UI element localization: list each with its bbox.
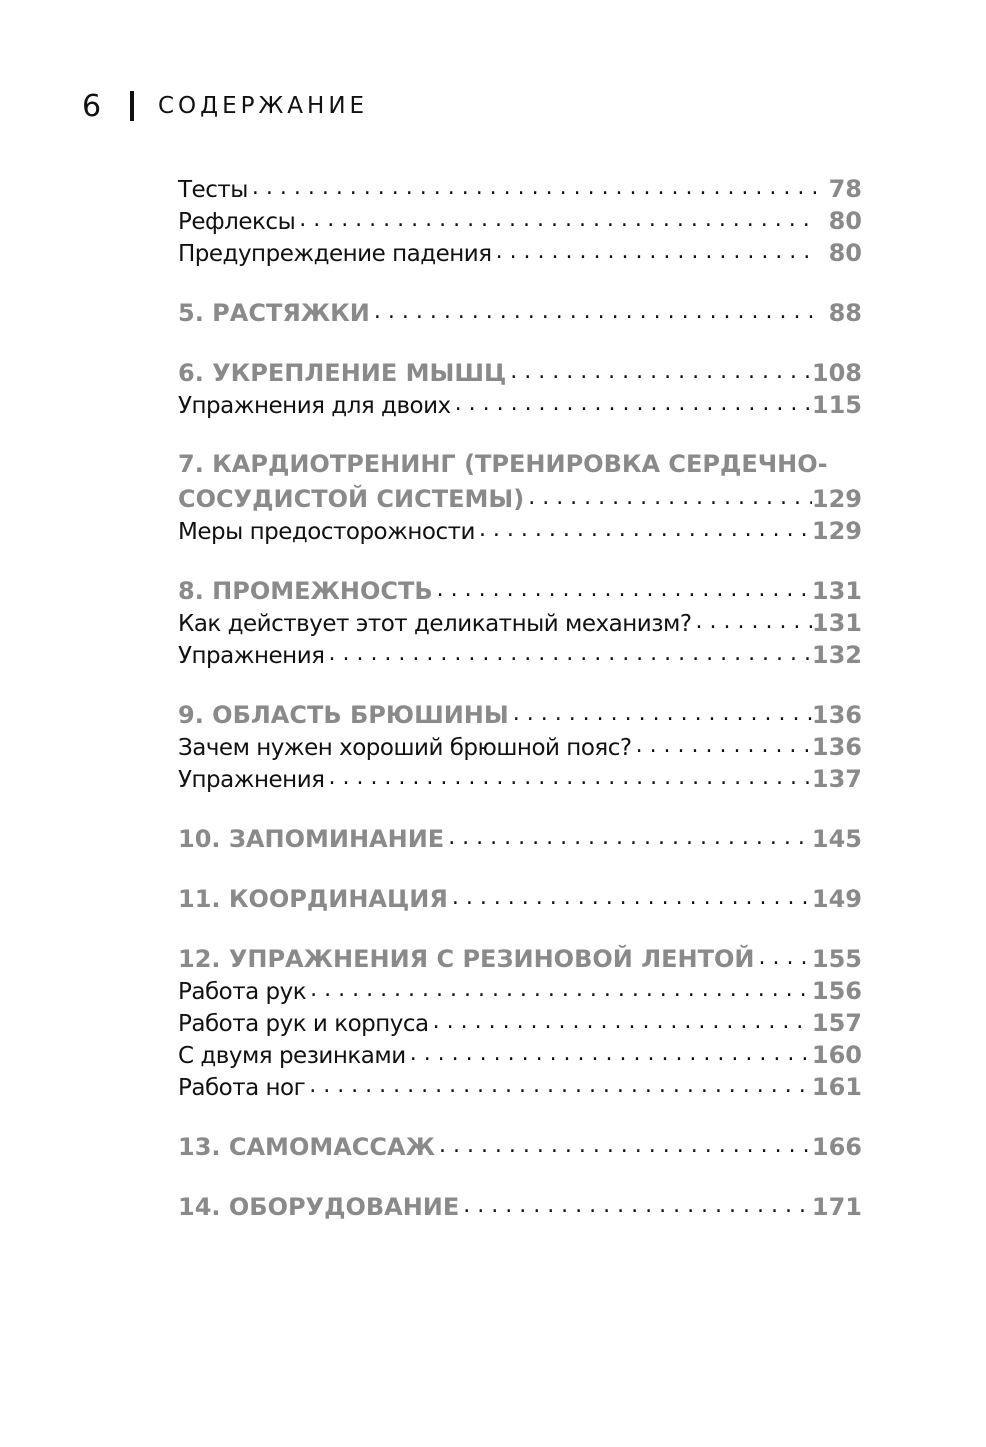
- running-title: СОДЕРЖАНИЕ: [158, 93, 369, 119]
- toc-entry-page: 156: [811, 977, 862, 1005]
- table-of-contents: [178, 171, 862, 1249]
- toc-entry-page: 136: [811, 733, 862, 761]
- chapter-page: 166: [811, 1133, 862, 1161]
- toc-entry[interactable]: [178, 605, 862, 637]
- toc-entry-title: Предупреждение падения: [178, 241, 492, 267]
- chapter-heading[interactable]: [178, 697, 862, 729]
- toc-chapter-10: [178, 821, 862, 853]
- toc-chapter-7: [178, 447, 862, 545]
- toc-entry-title: Рефлексы: [178, 209, 296, 235]
- toc-chapter-5: [178, 295, 862, 327]
- dot-leader: [475, 519, 812, 541]
- toc-entry-title: С двумя резинками: [178, 1043, 406, 1069]
- toc-entry-page: 160: [811, 1041, 862, 1069]
- dot-leader: [754, 947, 811, 969]
- chapter-heading[interactable]: [178, 941, 862, 973]
- toc-entry-title: Работа ног: [178, 1075, 306, 1101]
- chapter-page: 129: [811, 485, 862, 513]
- chapter-heading[interactable]: [178, 481, 862, 513]
- toc-chapter-13: [178, 1129, 862, 1161]
- toc-chapter-8: [178, 573, 862, 669]
- dot-leader: [295, 209, 816, 231]
- toc-chapter-12: [178, 941, 862, 1101]
- page-number: 6: [82, 88, 102, 124]
- toc-entry[interactable]: [178, 1069, 862, 1101]
- toc-chapter-6: [178, 355, 862, 419]
- chapter-title-line1[interactable]: 7. КАРДИОТРЕНИНГ (ТРЕНИРОВКА СЕРДЕЧНО-: [178, 450, 828, 478]
- dot-leader: [506, 361, 812, 383]
- chapter-heading[interactable]: [178, 355, 862, 387]
- toc-entry-page: 137: [811, 765, 862, 793]
- dot-leader: [406, 1043, 812, 1065]
- chapter-title: 10. ЗАПОМИНАНИЕ: [178, 825, 445, 853]
- chapter-page: 155: [811, 945, 862, 973]
- dot-leader: [435, 1135, 812, 1157]
- chapter-title-line2: СОСУДИСТОЙ СИСТЕМЫ): [178, 485, 525, 513]
- page-header: [82, 84, 368, 128]
- chapter-title: 14. ОБОРУДОВАНИЕ: [178, 1193, 460, 1221]
- chapter-heading[interactable]: [178, 1189, 862, 1221]
- chapter-page: 131: [811, 577, 862, 605]
- toc-entry[interactable]: [178, 1037, 862, 1069]
- toc-chapter-14: [178, 1189, 862, 1221]
- dot-leader: [459, 1195, 812, 1217]
- dot-leader: [433, 579, 812, 601]
- chapter-page: 145: [811, 825, 862, 853]
- chapter-page: 108: [811, 359, 862, 387]
- toc-entry-title: Упражнения: [178, 643, 325, 669]
- dot-leader: [451, 393, 812, 415]
- toc-entry[interactable]: [178, 973, 862, 1005]
- toc-entry[interactable]: [178, 729, 862, 761]
- toc-entry[interactable]: [178, 171, 862, 203]
- toc-entry-page: 80: [828, 239, 862, 267]
- dot-leader: [509, 703, 812, 725]
- chapter-heading[interactable]: [178, 1129, 862, 1161]
- dot-leader: [305, 1075, 812, 1097]
- dot-leader: [492, 241, 816, 263]
- dot-leader: [692, 611, 812, 633]
- chapter-title: 12. УПРАЖНЕНИЯ С РЕЗИНОВОЙ ЛЕНТОЙ: [178, 945, 755, 973]
- dot-leader: [444, 827, 812, 849]
- toc-entry[interactable]: [178, 637, 862, 669]
- dot-leader: [248, 177, 816, 199]
- toc-entry-page: 115: [811, 391, 862, 419]
- toc-entry-title: Упражнения для двоих: [178, 393, 451, 419]
- toc-entry-page: 131: [811, 609, 862, 637]
- toc-chapter-9: [178, 697, 862, 793]
- dot-leader: [370, 301, 816, 323]
- toc-entry-page: 157: [811, 1009, 862, 1037]
- toc-entry-page: 161: [811, 1073, 862, 1101]
- toc-entry-title: Упражнения: [178, 767, 325, 793]
- toc-entry[interactable]: [178, 387, 862, 419]
- toc-entry-page: 129: [811, 517, 862, 545]
- toc-entry[interactable]: [178, 513, 862, 545]
- chapter-title: 9. ОБЛАСТЬ БРЮШИНЫ: [178, 701, 509, 729]
- dot-leader: [429, 1011, 812, 1033]
- dot-leader: [324, 643, 811, 665]
- toc-entry-title: Работа рук: [178, 979, 307, 1005]
- toc-chapter-11: [178, 881, 862, 913]
- chapter-title: 5. РАСТЯЖКИ: [178, 299, 370, 327]
- toc-entry[interactable]: [178, 761, 862, 793]
- chapter-page: 171: [811, 1193, 862, 1221]
- chapter-page: 149: [811, 885, 862, 913]
- chapter-title: 11. КООРДИНАЦИЯ: [178, 885, 448, 913]
- dot-leader: [306, 979, 812, 1001]
- chapter-heading[interactable]: [178, 881, 862, 913]
- chapter-title: 6. УКРЕПЛЕНИЕ МЫШЦ: [178, 359, 507, 387]
- toc-entry-page: 78: [828, 175, 862, 203]
- chapter-title: 13. САМОМАССАЖ: [178, 1133, 435, 1161]
- toc-entry-title: Меры предосторожности: [178, 519, 475, 545]
- toc-entry-page: 80: [828, 207, 862, 235]
- toc-entry[interactable]: [178, 1005, 862, 1037]
- toc-entry-page: 132: [811, 641, 862, 669]
- chapter-heading[interactable]: [178, 821, 862, 853]
- toc-entry-title: Зачем нужен хороший брюшной пояс?: [178, 735, 632, 761]
- toc-section-continued: [178, 171, 862, 267]
- toc-entry-title: Как действует этот деликатный механизм?: [178, 611, 692, 637]
- chapter-heading[interactable]: [178, 295, 862, 327]
- toc-entry[interactable]: [178, 203, 862, 235]
- dot-leader: [524, 487, 812, 509]
- toc-entry[interactable]: [178, 235, 862, 267]
- chapter-page: 88: [828, 299, 862, 327]
- dot-leader: [632, 735, 812, 757]
- header-separator: [130, 91, 134, 121]
- toc-entry-title: Работа рук и корпуса: [178, 1011, 429, 1037]
- chapter-heading[interactable]: [178, 573, 862, 605]
- dot-leader: [324, 767, 811, 789]
- chapter-title: 8. ПРОМЕЖНОСТЬ: [178, 577, 433, 605]
- chapter-page: 136: [811, 701, 862, 729]
- dot-leader: [448, 887, 812, 909]
- toc-entry-title: Тесты: [178, 177, 248, 203]
